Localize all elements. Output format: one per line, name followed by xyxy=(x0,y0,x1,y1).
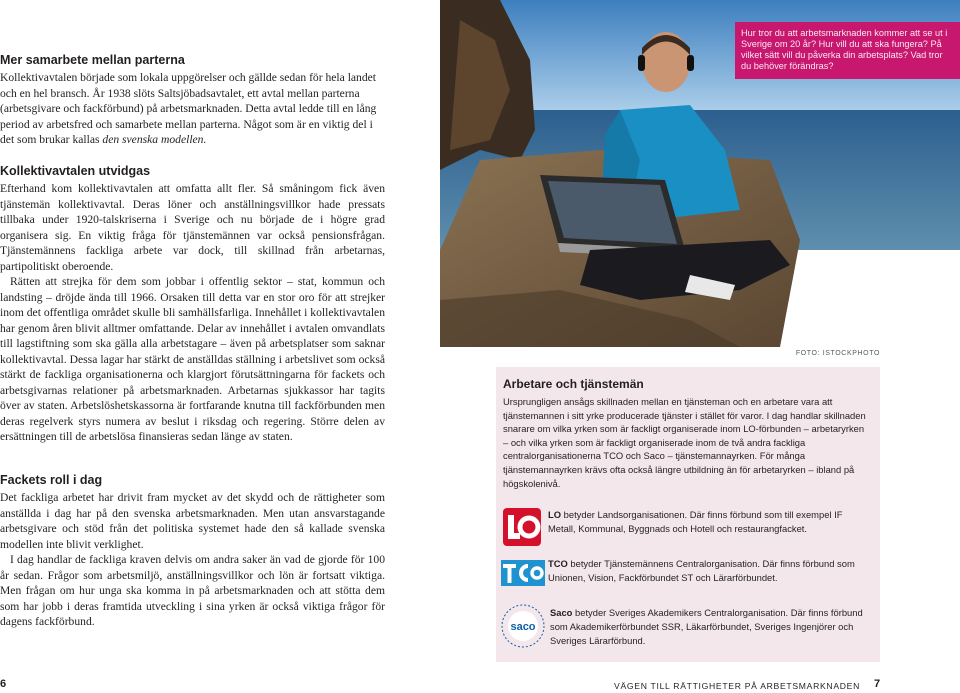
section-fackets-roll xyxy=(0,472,385,630)
org-lo xyxy=(548,508,870,536)
fact-box-text: Ursprungligen ansågs skillnaden mellan en tjänsteman och en arbetare vara att tjänstemannen i sitt yrke producerade tjänster i stället för varor. I dag handlar skillnaden snarare om vilka yrken som är fackligt organiserade inom LO-förbunden – arbetaryrken – och vilka yrken som är fackligt organiserade inom de två andra fackliga centralorganisationerna TCO och Saco – tjänstemannayrken. För många tjänstemannayrken krävs ofta också längre utbildning än för arbetaryrken – ibland på högskolenivå. xyxy=(503,396,866,489)
section-heading: Mer samarbete mellan parterna xyxy=(0,53,185,67)
photo-credit: FOTO: ISTOCKPHOTO xyxy=(795,350,880,357)
org-abbr: LO xyxy=(548,509,562,520)
section-paragraph: I dag handlar de fackliga kraven delvis om andra saker än vad de gjorde för 100 år sedan. Frågor som arbetsmiljö, anställningsvillkor och lön är fortsatt viktiga. Men frågan om hur unga ska komma in på arbetsmarknaden och att stötta dem som har jobb i deras framtida utveckling i sina yrken är också viktiga frågor för dagens fackförbund. xyxy=(0,553,385,628)
fact-box-heading: Arbetare och tjänstemän xyxy=(503,377,644,391)
org-desc: betyder Sveriges Akademikers Centralorganisation. Där finns förbund som Akademikerförbundet SSR, Läkarförbundet, Sveriges Ingenjörer och Sveriges Lärarförbund. xyxy=(550,607,863,646)
org-saco xyxy=(550,606,870,648)
section-heading: Kollektivavtalen utvidgas xyxy=(0,164,151,178)
page-number-left: 6 xyxy=(0,678,7,690)
question-box xyxy=(735,22,960,79)
fact-box xyxy=(496,367,880,662)
org-abbr: Saco xyxy=(550,607,573,618)
lo-logo-icon xyxy=(503,508,541,546)
page-number-right: 7 xyxy=(874,678,881,690)
section-body xyxy=(0,70,385,148)
body-italic: den svenska modellen. xyxy=(102,133,207,146)
running-title: VÄGEN TILL RÄTTIGHETER PÅ ARBETSMARKNADEN xyxy=(614,681,860,691)
svg-text:saco: saco xyxy=(510,621,536,633)
section-samarbete xyxy=(0,52,385,148)
tco-logo-icon xyxy=(501,560,545,586)
org-desc: betyder Landsorganisationen. Där finns förbund som till exempel IF Metall, Kommunal, Byggnads och Hotell och restaurangfacket. xyxy=(548,509,843,534)
section-paragraph: Efterhand kom kollektivavtalen att omfatta allt fler. Så småningom fick även tjänstemän kollektivavtal. Deras löner och anställningsvillkor hade pressats tillbaka under 1920-talskriserna i Sverige och nu började de i högre grad organisera sig. En viktig fråga för tjänstemännen var också pensionsfrågan. Tjänstemännens fackliga arbete var dock, till skillnad från arbetarnas, partipolitiskt oberoende. xyxy=(0,182,385,273)
section-paragraph: Det fackliga arbetet har drivit fram mycket av det skydd och de rättigheter som anställda i dag har på den svenska arbetsmarknaden. Men utan ansvarstagande arbetsgivare och stöd från det politiska systemet hade den så kallade svenska modellen inte blivit verklighet. xyxy=(0,491,385,551)
section-heading: Fackets roll i dag xyxy=(0,473,103,487)
org-desc: betyder Tjänstemännens Centralorganisation. Där finns förbund som Unionen, Vision, Fackförbundet ST och Lärarförbundet. xyxy=(548,558,855,583)
saco-logo-icon xyxy=(500,603,546,649)
org-abbr: TCO xyxy=(548,558,568,569)
section-utvidgas xyxy=(0,163,385,445)
body-text: Kollektivavtalen började som lokala uppgörelser och gällde sedan för hela landet och en hel bransch. År 1938 slöts Saltsjöbadsavtalet, ett avtal mellan parterna (arbetsgivare och fackförbund) på arbetsmarknaden. Detta avtal ledde till en lång period av arbetsfred och samarbete mellan parterna. Något som är en viktig del i det som brukar kallas xyxy=(0,71,377,146)
org-tco xyxy=(548,557,870,585)
question-text: Hur tror du att arbetsmarknaden kommer att se ut i Sverige om 20 år? Hur vill du att ska fungera? På vilket sätt vill du påverka din arbetsplats? Vad tror du behöver förändras? xyxy=(741,28,948,71)
section-paragraph: Rätten att strejka för dem som jobbar i offentlig sektor – stat, kommun och landsting – dröjde ända till 1966. Orsaken till detta var en stor oro för att strejker inom det offentliga området skulle bli samhällsfarliga. Innehållet i kollektivavtalen har genom åren blivit alltmer omfattande. Delar av innehållet i avtalen omvandlats till lagstiftning som ska gälla alla arbetstagare – även på arbetsplatser som saknar kollektivavtal. Dessa lagar har stärkt de anställdas ställning i arbetslivet som också stärkt de fackliga organisationerna och klargjort förutsättningarna för fackets och arbetsgivarnas relationer på arbetsmarknaden. Arbetarnas sjukkassor har tagits över av staten. Arbetslöshetskassorna är fortfarande knutna till fackförbunden men deras regelverk styrs numera av beslut i riksdag och regering. Större delen av ersättningen till de arbetslösa finansieras sedan länge av staten. xyxy=(0,275,385,443)
